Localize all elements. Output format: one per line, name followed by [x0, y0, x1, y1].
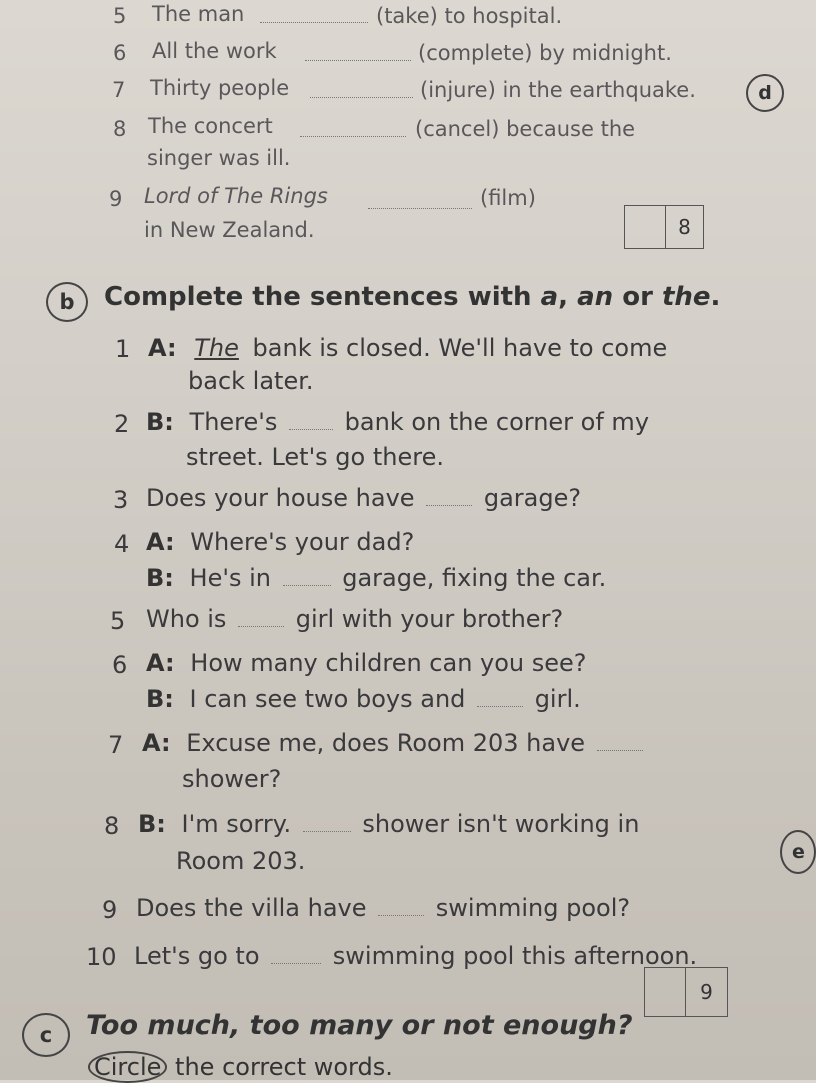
item-text: There's: [189, 408, 278, 436]
answer-blank[interactable]: [310, 97, 413, 98]
item-text: shower?: [182, 765, 282, 793]
speaker: B:: [138, 810, 166, 838]
answer-blank[interactable]: [238, 606, 284, 627]
item-number: 2: [114, 410, 130, 438]
item-line: [146, 528, 414, 556]
section-c-instruction: [88, 1053, 393, 1081]
item-number: 8: [104, 812, 120, 840]
item-text: (film): [480, 186, 536, 210]
score-max: 9: [700, 980, 713, 1004]
item-text: bank is closed. We'll have to come: [252, 334, 668, 362]
section-label-text: d: [758, 82, 772, 104]
answer-blank[interactable]: [289, 409, 333, 430]
answer-blank[interactable]: [283, 565, 331, 586]
title-option-a: a: [540, 282, 559, 312]
item-number: 8: [113, 117, 127, 141]
item-text: I can see two boys and: [189, 685, 466, 713]
circled-word: Circle: [88, 1051, 167, 1083]
answer-blank[interactable]: [597, 730, 643, 751]
score-input-cell[interactable]: [645, 968, 686, 1016]
speaker: A:: [146, 528, 175, 556]
title-text: Complete the sentences with: [104, 282, 541, 312]
item-line: [142, 729, 647, 757]
item-text: The man: [152, 2, 245, 26]
item-text: The concert: [148, 114, 273, 138]
title-sep: ,: [558, 282, 578, 312]
item-text: swimming pool?: [435, 894, 631, 922]
speaker: A:: [142, 729, 171, 757]
item-text: Let's go to: [134, 942, 260, 970]
item-text: in New Zealand.: [144, 218, 315, 242]
score-box: [644, 967, 728, 1017]
item-number: 4: [114, 530, 130, 558]
item-text: Who is: [146, 605, 227, 633]
answer-blank[interactable]: [300, 136, 406, 137]
item-text: Does the villa have: [136, 894, 367, 922]
section-b-title: [104, 282, 720, 312]
answer-blank[interactable]: [368, 208, 472, 209]
item-text: (cancel) because the: [415, 117, 636, 141]
item-line: [146, 605, 563, 633]
answer-blank[interactable]: [305, 60, 411, 61]
item-text: Room 203.: [176, 847, 306, 875]
answer-blank[interactable]: [378, 895, 424, 916]
item-number: 7: [112, 78, 126, 102]
item-line: [146, 649, 587, 677]
item-text: girl with your brother?: [295, 605, 564, 633]
item-line: [148, 334, 667, 362]
item-text: (injure) in the earthquake.: [420, 78, 696, 102]
answer-blank[interactable]: [271, 943, 321, 964]
item-line: [146, 685, 581, 713]
speaker: A:: [146, 649, 175, 677]
title-end: .: [710, 282, 721, 312]
speaker: A:: [148, 334, 177, 362]
score-max: 8: [678, 215, 691, 239]
filled-answer[interactable]: The: [194, 334, 239, 362]
item-text: singer was ill.: [147, 146, 291, 170]
item-text: street. Let's go there.: [186, 443, 444, 471]
item-number: 5: [113, 4, 127, 28]
item-text: shower isn't working in: [362, 810, 640, 838]
instruction-text: the correct words.: [175, 1053, 393, 1081]
item-text: Thirty people: [150, 76, 290, 100]
score-input-cell[interactable]: [625, 206, 666, 248]
item-text: All the work: [152, 39, 277, 63]
item-number: 9: [102, 896, 118, 924]
item-text: (take) to hospital.: [376, 4, 563, 28]
speaker: B:: [146, 564, 174, 592]
item-text: Where's your dad?: [190, 528, 415, 556]
item-number: 6: [113, 41, 127, 65]
item-number: 1: [115, 335, 131, 363]
section-label-text: e: [792, 841, 805, 863]
item-number: 5: [110, 607, 126, 635]
answer-blank[interactable]: [426, 485, 472, 506]
section-label-d: [746, 74, 784, 112]
item-number: 7: [108, 731, 124, 759]
answer-blank[interactable]: [303, 811, 351, 832]
section-label-text: c: [39, 1023, 53, 1047]
item-text: I'm sorry.: [181, 810, 292, 838]
item-text: swimming pool this afternoon.: [332, 942, 698, 970]
section-label-e: [780, 830, 816, 874]
title-option-an: an: [577, 282, 614, 312]
item-line: [146, 484, 581, 512]
section-label-text: b: [59, 290, 75, 314]
item-text: Excuse me, does Room 203 have: [186, 729, 586, 757]
item-text: garage?: [483, 484, 582, 512]
title-sep: or: [613, 282, 662, 312]
item-line: [138, 810, 639, 838]
item-text: How many children can you see?: [190, 649, 587, 677]
answer-blank[interactable]: [477, 686, 523, 707]
item-line: [134, 942, 697, 970]
answer-blank[interactable]: [260, 22, 368, 23]
item-text: He's in: [189, 564, 271, 592]
section-label-c: [22, 1013, 70, 1057]
item-text: back later.: [188, 367, 314, 395]
speaker: B:: [146, 685, 174, 713]
item-text: girl.: [534, 685, 581, 713]
item-number: 3: [113, 486, 129, 514]
item-text: bank on the corner of my: [344, 408, 650, 436]
item-line: [146, 408, 649, 436]
section-c-title: Too much, too many or not enough?: [86, 1010, 633, 1041]
section-label-b: [46, 282, 88, 322]
item-text: (complete) by midnight.: [418, 41, 672, 65]
item-text: garage, fixing the car.: [342, 564, 607, 592]
item-number: 10: [86, 943, 117, 971]
item-text: Does your house have: [146, 484, 415, 512]
item-number: 6: [112, 651, 128, 679]
title-option-the: the: [661, 282, 711, 312]
item-number: 9: [109, 187, 123, 211]
item-line: [146, 564, 606, 592]
score-box: [624, 205, 704, 249]
item-text: Lord of The Rings: [144, 184, 328, 208]
speaker: B:: [146, 408, 174, 436]
item-line: [136, 894, 630, 922]
